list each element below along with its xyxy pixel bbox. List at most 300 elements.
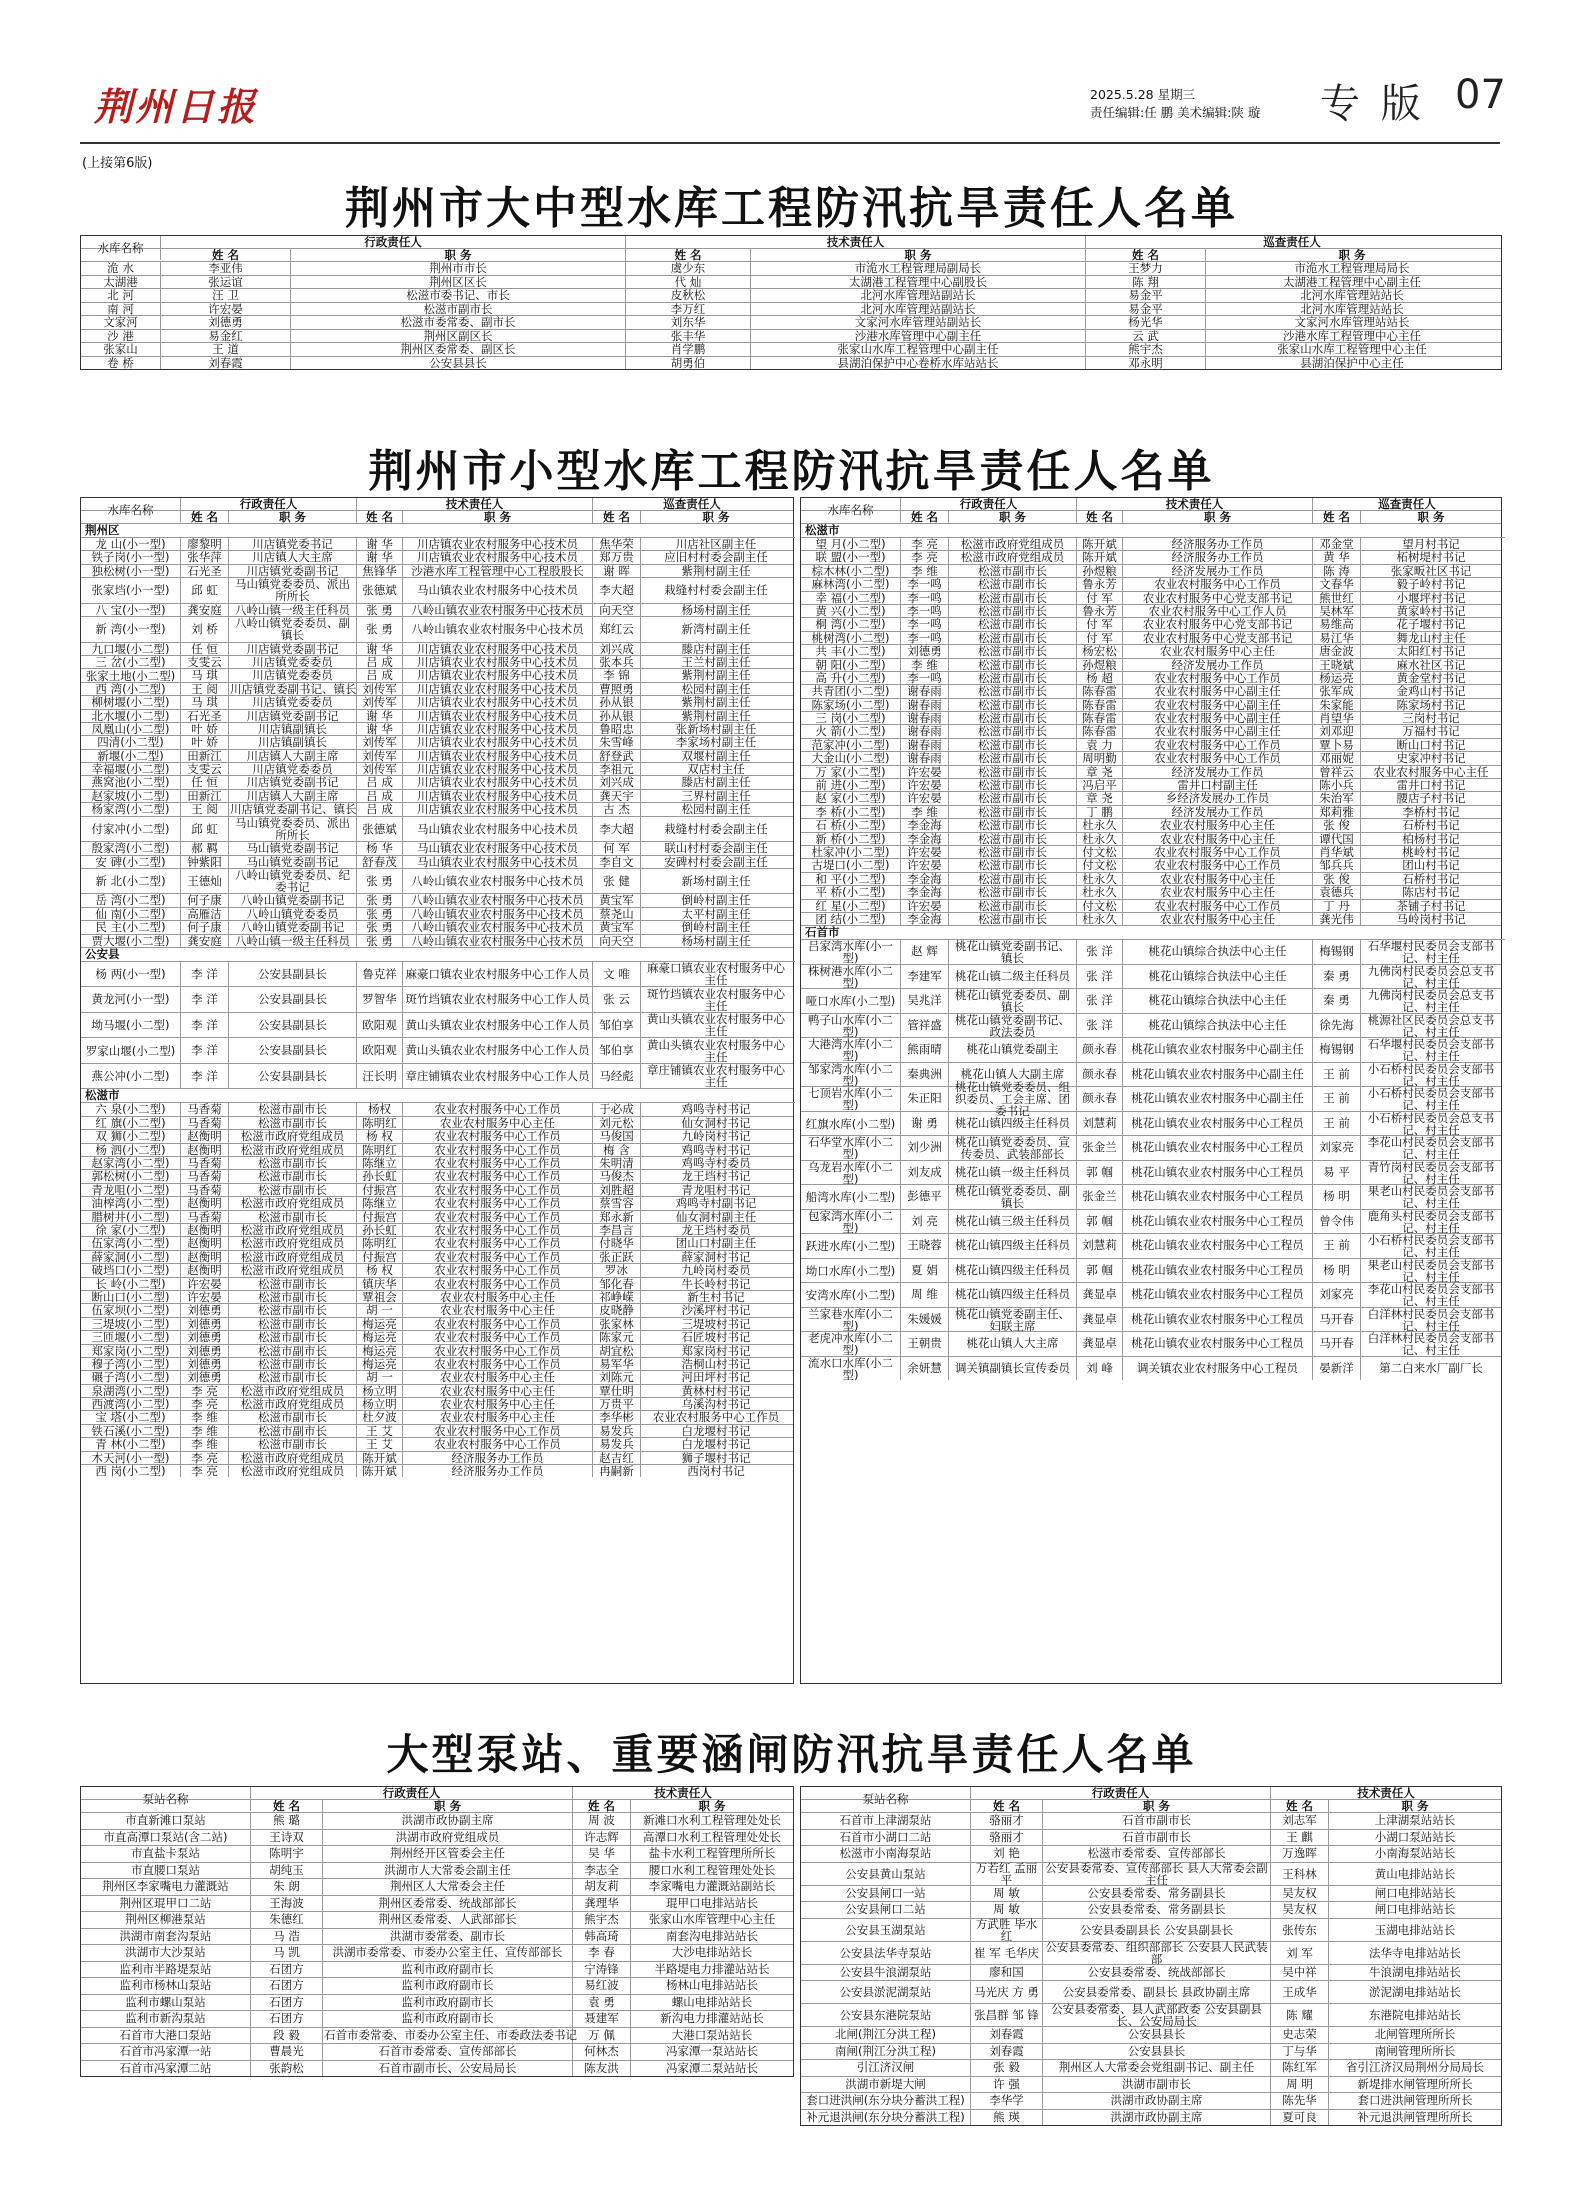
duty: 盐卡水利工程管理所所长 [648,1846,776,1860]
person-name: 吕 成 [357,656,403,668]
duty: 松滋市副市长 [229,1291,357,1303]
reservoir-name: 万 家(小二型) [801,766,901,778]
duty: 小石桥村民委员会支部书记、村主任 [1367,1086,1495,1113]
person-name: 陈明宇 [251,1846,323,1862]
reservoir-name: 市直腰口泵站 [81,1863,251,1879]
table-row [81,1358,793,1371]
person-name: 何子康 [181,921,229,933]
duty: 农业农村服务中心工作员 [1123,672,1313,684]
reservoir-name: 南闸(荆江分洪工程) [801,2044,971,2060]
table-row [81,1038,793,1064]
duty: 农业农村服务中心工作员 [403,1130,593,1142]
duty: 农业农村服务中心党支部书记 [1123,632,1313,644]
column-group-header: 行政责任人 [901,498,1077,510]
table-row [801,578,1501,591]
person-name: 镇庆华 [357,1278,403,1290]
person-name: 胡友莉 [573,1879,631,1895]
duty: 李花山村民委员会支部书记、村主任 [1367,1135,1495,1162]
duty: 半路堤电力排灌站站长 [654,1961,770,1976]
person-name: 孙煜粮 [1077,659,1123,671]
person-name: 王朝贵 [901,1332,949,1356]
person-name: 熊宇杰 [573,1912,631,1928]
person-name: 朱 朗 [251,1879,323,1895]
person-name: 邹化春 [593,1278,641,1290]
reservoir-name: 幸福堰(小二型) [81,763,181,775]
duty: 松滋市副市长 [291,303,626,316]
duty: 监利市政府副市长 [323,1995,573,2011]
table-row [801,2077,1501,2094]
duty: 经济发展办工作员 [1123,659,1313,671]
duty: 李花山村民委员会支部书记、村主任 [1367,1282,1495,1309]
person-name: 郭 帼 [1077,1210,1123,1234]
duty: 松滋市副市长 [949,699,1077,711]
duty: 双店村主任 [687,762,745,777]
person-name: 刘家亮 [1313,1283,1361,1307]
person-name: 杨运亮 [1313,672,1361,684]
table-row [801,725,1501,738]
person-name: 李建军 [901,965,949,989]
duty: 松滋市政府党组成员 [229,1197,357,1209]
person-name: 夏 娟 [901,1259,949,1283]
duty: 松滋市副市长 [949,592,1077,604]
duty: 高潭口水利工程管理处处长 [643,1829,781,1844]
duty: 农业农村服务中心党支部书记 [1123,592,1313,604]
table-row [81,962,793,988]
person-name: 易维高 [1313,618,1361,630]
duty: 松滋市副市长 [949,725,1077,737]
person-name: 李 亮 [181,1452,229,1464]
reservoir-name: 桃树湾(小二型) [801,632,901,644]
duty: 农业农村服务中心工作员 [1123,739,1313,751]
reservoir-name: 杨 泗(小二型) [81,1144,181,1156]
duty: 川店镇党委委员 [229,763,357,775]
duty: 桃花山镇四级主任科员 [949,1234,1077,1258]
duty: 松滋市副市长 [949,739,1077,751]
reservoir-name: 桐 湾(小二型) [801,618,901,630]
table-row [801,2060,1501,2077]
person-name: 欧阳观 [357,1013,403,1038]
duty: 斑竹垱镇农业农村服务中心工作人员 [403,987,593,1012]
duty: 农业农村服务中心工作员 [403,1103,593,1115]
duty: 桃岭村书记 [1402,844,1460,859]
person-name: 龚显卓 [1077,1332,1123,1356]
person-name: 丁 鹏 [1077,806,1123,818]
person-name: 罗冰 [593,1264,641,1276]
reservoir-name: 燕窝池(小二型) [81,776,181,788]
table-row [81,656,793,669]
person-name: 刘 军 [1271,1942,1329,1964]
person-name: 王 前 [1313,1234,1361,1258]
reservoir-name: 西渡湾(小二型) [81,1398,181,1410]
person-name: 张 勇 [357,908,403,920]
person-name: 王 前 [1313,1063,1361,1087]
small-reservoir-table-left [80,497,794,1684]
duty: 桃花山镇人大副主席 [949,1063,1077,1087]
person-name: 李自文 [593,856,641,868]
duty: 冯家潭二泵站站长 [666,2060,758,2075]
duty: 农业农村服务中心副主任 [1123,712,1313,724]
duty: 鸡鸣寺村书记 [681,1102,751,1117]
duty: 杨林山电排站站长 [666,1978,758,1992]
header-row-sub [81,511,793,524]
person-name: 马 浩 [251,1929,323,1945]
duty: 李家场村副主任 [675,735,757,750]
person-name: 王晓蓉 [901,1234,949,1258]
duty: 九佛岗村民委员会总支书记、村主任 [1367,988,1495,1015]
duty: 沙溪坪村书记 [681,1303,751,1318]
table-row [801,605,1501,618]
column-group-header: 技术责任人 [654,1786,712,1800]
table-row [81,1452,793,1465]
person-name: 叶 娇 [181,723,229,735]
duty: 省引江济汉局荆州分局局长 [1346,2060,1484,2074]
person-name: 杨 权 [357,1264,403,1276]
person-name: 易军华 [593,1358,641,1370]
person-name: 李 洋 [181,1013,229,1038]
person-name: 陈红军 [1271,2060,1329,2076]
table-row [801,1038,1501,1063]
reservoir-name: 新堰(小二型) [81,750,181,762]
reservoir-name: 独松树(小一型) [81,565,181,577]
reservoir-name: 沙 港 [81,330,161,343]
column-subheader: 姓 名 [357,511,403,523]
person-name: 马香菊 [181,1170,229,1182]
table-row [801,2004,1501,2027]
person-name: 管祥盛 [901,1014,949,1038]
person-name: 张 俊 [1313,873,1361,885]
person-name: 刘德勇 [161,316,291,329]
table-row [801,886,1501,899]
person-name: 陈 翔 [1086,276,1206,289]
person-name: 李一鸣 [901,618,949,630]
reservoir-name: 公安县牛浪湖泵站 [801,1965,971,1981]
person-name: 谢 华 [357,710,403,722]
duty: 栽缝村村委会副主任 [664,821,768,836]
person-name: 郭 帼 [1077,1259,1123,1283]
reservoir-name: 铁石溪(小二型) [81,1425,181,1437]
person-name: 张 勇 [357,921,403,933]
reservoir-name: 赵家湾(小二型) [81,1157,181,1169]
person-name: 覃祖会 [357,1291,403,1303]
reservoir-name: 贾大堰(小二型) [81,935,181,947]
column-subheader: 职 务 [1338,248,1366,262]
person-name: 周 敏 [971,1886,1043,1902]
duty: 公安县委常委、常务副县长 [1043,1886,1271,1902]
duty: 县湖泊保护中心主任 [1300,355,1404,370]
table-row [81,763,793,776]
person-name: 郑永新 [593,1211,641,1223]
person-name: 周明勤 [1077,752,1123,764]
duty: 南闸管理所所长 [1374,2043,1456,2058]
duty: 松滋市副市长 [229,1170,357,1182]
person-name: 张韵松 [251,2061,323,2077]
reservoir-name: 平 桥(小二型) [801,886,901,898]
person-name: 王成华 [1271,1981,1329,2003]
duty: 八岭山镇农业农村服务中心技术员 [403,921,593,933]
duty: 桃花山镇农业农村服务中心工程员 [1123,1332,1313,1356]
person-name: 王海波 [251,1896,323,1912]
reservoir-name: 红 旗(小二型) [81,1117,181,1129]
duty: 黄林村村书记 [681,1383,751,1398]
table-row [81,538,793,551]
person-name: 杜夕波 [357,1411,403,1423]
duty: 桃花山镇四级主任科员 [949,1283,1077,1307]
person-name: 叶 娇 [181,736,229,748]
person-name: 陈明红 [357,1237,403,1249]
duty: 监利市政府副市长 [323,1978,573,1994]
duty: 松滋市副市长 [949,618,1077,630]
reservoir-name: 李 桥(小二型) [801,806,901,818]
duty: 川店镇党委副书记、镇长 [230,681,357,696]
person-name: 龚理华 [573,1896,631,1912]
reservoir-name: 坳马堰(小二型) [81,1013,181,1038]
duty: 西岗村书记 [687,1464,745,1479]
person-name: 万若红 孟丽平 [971,1863,1043,1885]
column-header-name: 水库名称 [801,498,901,522]
person-name: 杨光华 [1086,316,1206,329]
person-name: 王晓斌 [1313,659,1361,671]
duty: 农业农村服务中心工作员 [403,1251,593,1263]
person-name: 马 凯 [251,1945,323,1961]
person-name: 秦 勇 [1313,965,1361,989]
table-row [801,739,1501,752]
person-name: 颜永春 [1077,1087,1123,1111]
duty: 桃花山镇党委委员、组织委员、工会主席、团委书记 [949,1087,1077,1111]
reservoir-name: 南 河 [81,303,161,316]
duty: 薛家洞村书记 [681,1249,751,1264]
person-name: 吴友权 [1271,1902,1329,1918]
person-name: 付 军 [1077,592,1123,604]
person-name: 陈开斌 [1077,551,1123,563]
person-name: 刘 峰 [1077,1357,1123,1381]
duty: 鸡鸣寺村委员 [681,1156,751,1171]
table-row [81,578,793,604]
duty: 松滋市政府党组成员 [229,1237,357,1249]
duty: 太阳红村书记 [1396,644,1466,659]
duty: 松园村副主任 [681,681,751,696]
duty: 农业农村服务中心工作员 [403,1438,593,1450]
table-row [801,1965,1501,1982]
reservoir-name: 三匝堰(小二型) [81,1331,181,1343]
duty: 沙港水库管理中心副主任 [751,330,1086,343]
person-name: 廖黎明 [181,538,229,550]
reservoir-name: 杨家湾(小二型) [81,803,181,815]
person-name: 许宏晏 [901,792,949,804]
table-row [81,1103,793,1116]
duty: 荆州区人大常委会党组副书记、副主任 [1043,2060,1271,2076]
person-name: 罗智华 [357,987,403,1012]
column-group-header: 巡查责任人 [663,497,721,511]
person-name: 付文松 [1077,900,1123,912]
person-name: 晏新洋 [1313,1357,1361,1381]
duty: 八岭山镇农业农村服务中心技术员 [403,604,593,616]
person-name: 杨 超 [1077,672,1123,684]
person-name: 张 勇 [357,869,403,894]
person-name: 陈春雷 [1077,685,1123,697]
person-name: 朱家能 [1313,699,1361,711]
column-subheader: 姓 名 [1271,1800,1329,1812]
duty: 松滋市副市长 [949,578,1077,590]
person-name: 付晓华 [593,1237,641,1249]
person-name: 张 云 [593,987,641,1012]
table-row [81,1117,793,1130]
duty: 荆州经开区管委会主任 [323,1846,573,1862]
person-name: 段 毅 [251,2028,323,2044]
duty: 断山口村书记 [1396,737,1466,752]
table-row [81,289,1501,303]
duty: 市洈水工程管理局局长 [1294,261,1410,275]
duty: 松滋市副市长 [949,752,1077,764]
duty: 张新场村副主任 [675,721,757,736]
person-name: 骆丽才 [971,1830,1043,1846]
table-row [81,2044,793,2061]
table-row [81,2061,793,2077]
table-row [801,645,1501,658]
duty: 川店镇党委副书记 [229,776,357,788]
person-name: 李 亮 [181,1398,229,1410]
reservoir-name: 荆州区李家嘴电力灌溉站 [81,1879,251,1895]
duty: 荆州区副区长 [291,330,626,343]
table-row [81,987,793,1013]
duty: 淤泥湖电排站站长 [1369,1985,1461,1999]
reservoir-name: 石首市上津湖泵站 [801,1813,971,1829]
table-row [81,1318,793,1331]
duty: 荆州区委常委、副区长 [291,343,626,356]
table-row [81,1013,793,1039]
person-name: 谢 华 [357,723,403,735]
column-group-header: 技术责任人 [626,236,1086,248]
person-name: 徐先海 [1313,1014,1361,1038]
duty: 松滋市副市长 [229,1304,357,1316]
duty: 龙王垱村书记 [681,1169,751,1184]
duty: 应旧村村委会副主任 [664,550,768,565]
person-name: 李 亮 [181,1465,229,1477]
person-name: 颜永春 [1077,1063,1123,1087]
duty: 桃花山镇综合执法中心主任 [1123,989,1313,1013]
duty: 松滋市副市长 [949,632,1077,644]
duty: 洪湖市政协副主席 [323,1813,573,1829]
person-name: 秦 勇 [1313,989,1361,1013]
reservoir-name: 公安县闸口一站 [801,1886,971,1902]
duty: 东港院电排站站长 [1369,2008,1461,2022]
person-name: 吴友权 [1271,1886,1329,1902]
duty: 松滋市政府党组成员 [229,1465,357,1477]
duty: 第二白来水厂副厂长 [1379,1360,1483,1375]
table-row [801,1357,1501,1381]
duty: 小堰坪村书记 [1396,590,1466,605]
duty: 杨场村副主任 [681,933,751,948]
reservoir-name: 西 岗(小二型) [81,1465,181,1477]
person-name: 王德灿 [181,869,229,894]
column-group-header: 技术责任人 [1077,498,1313,510]
pump-station-table-left [80,1786,794,2077]
duty: 雷井口村书记 [1396,778,1466,793]
reservoir-name: 柳树堰(小二型) [81,696,181,708]
duty: 松滋市政府党组成员 [229,1264,357,1276]
duty: 斑竹垱镇农业农村服务中心主任 [647,986,785,1013]
reservoir-name: 朝 阳(小二型) [801,659,901,671]
duty: 农业农村服务中心工作人员 [1123,605,1313,617]
column-subheader: 职 务 [702,510,730,524]
table-row [81,723,793,736]
person-name: 李万红 [626,303,751,316]
duty: 王兰村副主任 [681,654,751,669]
person-name: 何 军 [593,842,641,854]
person-name: 朱雪峰 [593,736,641,748]
person-name: 张昌群 邹 锋 [971,2004,1043,2026]
person-name: 胡 一 [357,1371,403,1383]
duty: 川店镇党委副书记、镇长 [230,802,357,817]
duty: 张家山水库工程管理中心主任 [1277,342,1427,356]
person-name: 邓永明 [1086,357,1206,370]
duty: 经济服务办工作员 [403,1452,593,1464]
person-name: 孙长虹 [357,1170,403,1182]
reservoir-name: 公安县玉湖泵站 [801,1919,971,1941]
section-name: 专 版 [1320,81,1425,127]
duty: 川店镇农业农村服务中心技术员 [403,656,593,668]
reservoir-name: 幸 福(小二型) [801,592,901,604]
duty: 松滋市副市长 [949,565,1077,577]
duty: 北河水库管理站副站长 [751,289,1086,302]
person-name: 吴兆洋 [901,989,949,1013]
reservoir-name: 北 河 [81,289,161,302]
person-name: 马光庆 方 勇 [971,1981,1043,2003]
person-name: 杜永久 [1077,833,1123,845]
duty: 陈家场村书记 [1396,697,1466,712]
reservoir-name: 吕家湾水库(小一型) [801,940,901,964]
person-name: 许 强 [971,2077,1043,2093]
person-name: 田新江 [181,790,229,802]
person-name: 余妍慧 [901,1357,949,1381]
table-row [81,617,793,643]
duty: 腰口水利工程管理处处长 [648,1862,776,1877]
duty: 洪湖市人大常委会副主任 [323,1863,573,1879]
reservoir-name: 穆子湾(小二型) [81,1358,181,1370]
person-name: 梅运亮 [357,1331,403,1343]
duty: 农业农村服务中心副主任 [1123,699,1313,711]
person-name: 郑万贵 [593,551,641,563]
duty: 松滋市副市长 [949,833,1077,845]
person-name: 张家林 [593,1318,641,1330]
person-name: 云 武 [1086,330,1206,343]
duty: 农业农村服务中心工作员 [1123,752,1313,764]
reservoir-name: 薛家洞(小二型) [81,1251,181,1263]
person-name: 李一鸣 [901,605,949,617]
duty: 川店镇党委副书记 [229,643,357,655]
duty: 九岭岗村书记 [681,1129,751,1144]
duty: 大港口泵站站长 [671,2027,753,2042]
table-row [81,2028,793,2045]
person-name: 李华彬 [593,1411,641,1423]
reservoir-name: 古堤口(小二型) [801,859,901,871]
person-name: 任 恒 [181,643,229,655]
duty: 农业农村服务中心工作员 [403,1224,593,1236]
duty: 石华堰村民委员会支部书记、村主任 [1367,1037,1495,1064]
person-name: 易 平 [1313,1161,1361,1185]
duty: 桃花山镇农业农村服务中心工程员 [1123,1234,1313,1258]
person-name: 张 勇 [357,604,403,616]
column-subheader: 职 务 [291,249,626,261]
person-name: 杨 明 [1313,1259,1361,1283]
reservoir-name: 鸭子山水库(小二型) [801,1014,901,1038]
duty: 松滋市副市长 [949,886,1077,898]
duty: 川店镇党委书记 [229,538,357,550]
person-name: 刘慧莉 [1077,1234,1123,1258]
duty: 大沙电排站站长 [671,1945,753,1959]
duty: 桃花山镇农业农村服务中心工程员 [1123,1161,1313,1185]
reservoir-name: 仙 南(小二型) [81,908,181,920]
duty: 农业农村服务中心工作员 [403,1358,593,1370]
